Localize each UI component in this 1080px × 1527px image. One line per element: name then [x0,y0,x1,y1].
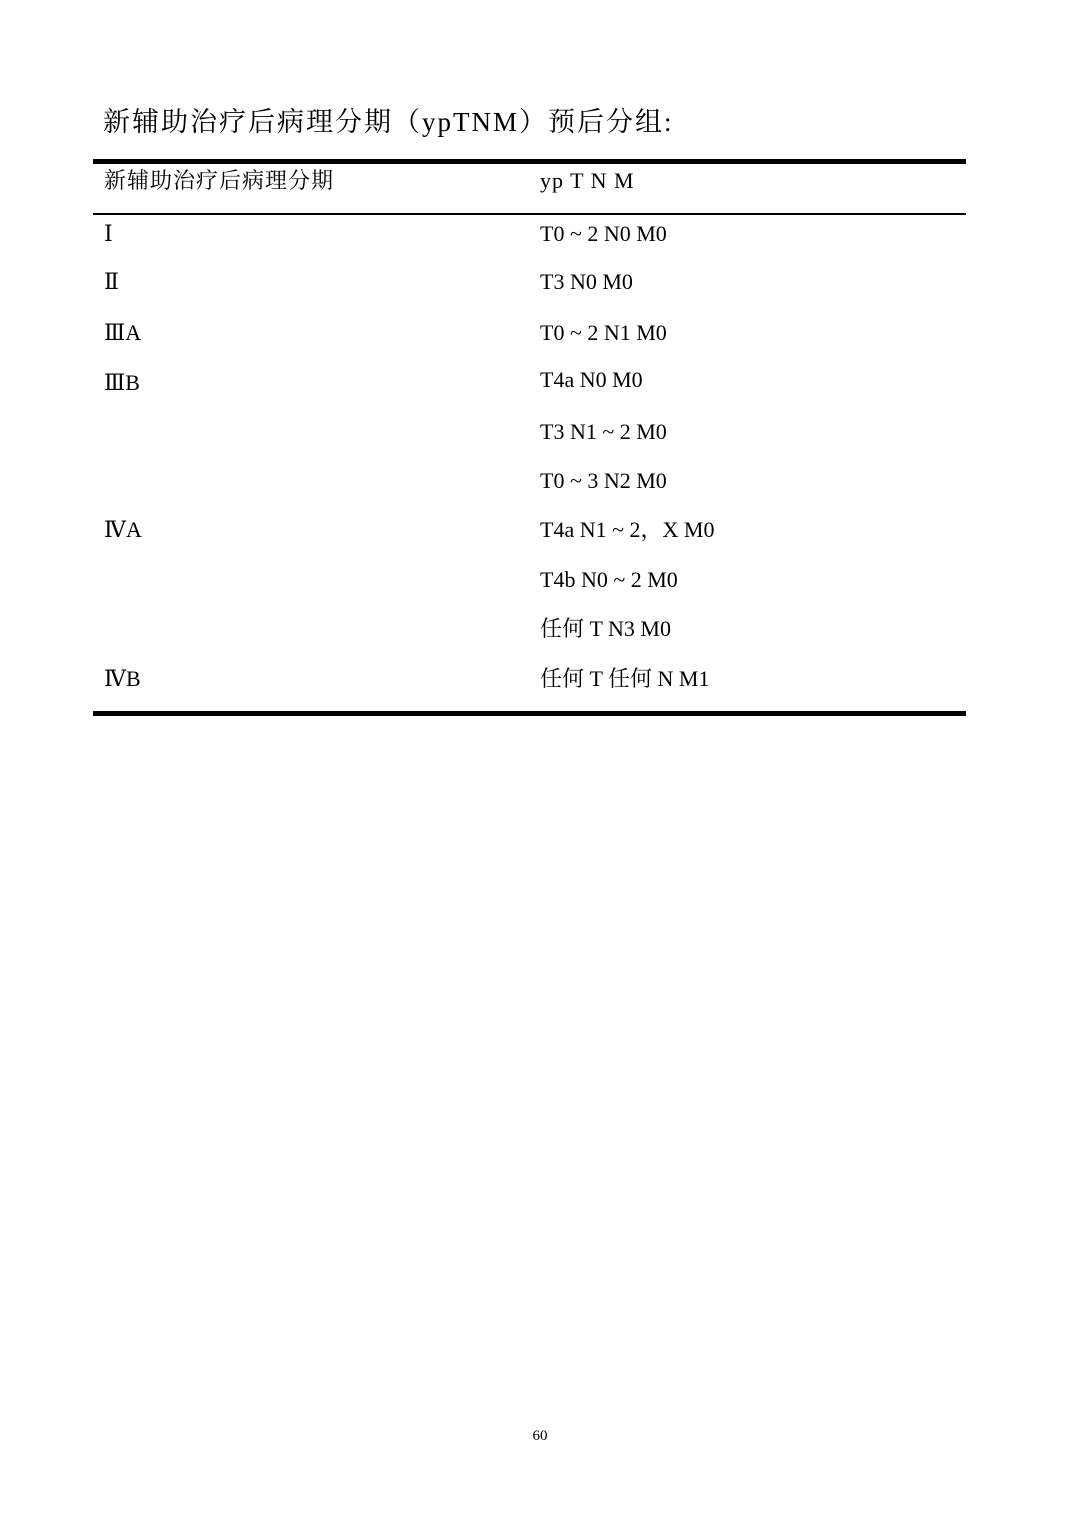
tnm-cell: T4a N0 M0 [540,367,643,392]
tnm-cell: T3 N0 M0 [540,269,633,294]
header-tnm: yp T N M [540,168,635,193]
tnm-cell: T4a N1 ~ 2，X M0 [540,517,715,542]
table-top-rule [93,159,966,164]
table-bottom-rule [93,711,966,716]
tnm-cell: T0 ~ 3 N2 M0 [540,468,667,493]
stage-cell: ⅣB [104,666,141,691]
stage-cell: ⅢB [104,370,140,395]
tnm-cell: 任何 T 任何 N M1 [540,666,710,691]
page-title: 新辅助治疗后病理分期（ypTNM）预后分组: [103,107,674,137]
tnm-cell: T4b N0 ~ 2 M0 [540,567,678,592]
tnm-cell: T0 ~ 2 N0 M0 [540,221,667,246]
tnm-cell: T3 N1 ~ 2 M0 [540,419,667,444]
header-stage: 新辅助治疗后病理分期 [104,168,335,193]
stage-cell: Ⅱ [104,269,119,294]
tnm-cell: 任何 T N3 M0 [540,616,671,641]
stage-cell: Ⅰ [104,221,113,246]
stage-cell: ⅢA [104,320,142,345]
tnm-cell: T0 ~ 2 N1 M0 [540,320,667,345]
page-number: 60 [532,1428,548,1444]
stage-cell: ⅣA [104,517,142,542]
table-header-rule [93,213,966,215]
